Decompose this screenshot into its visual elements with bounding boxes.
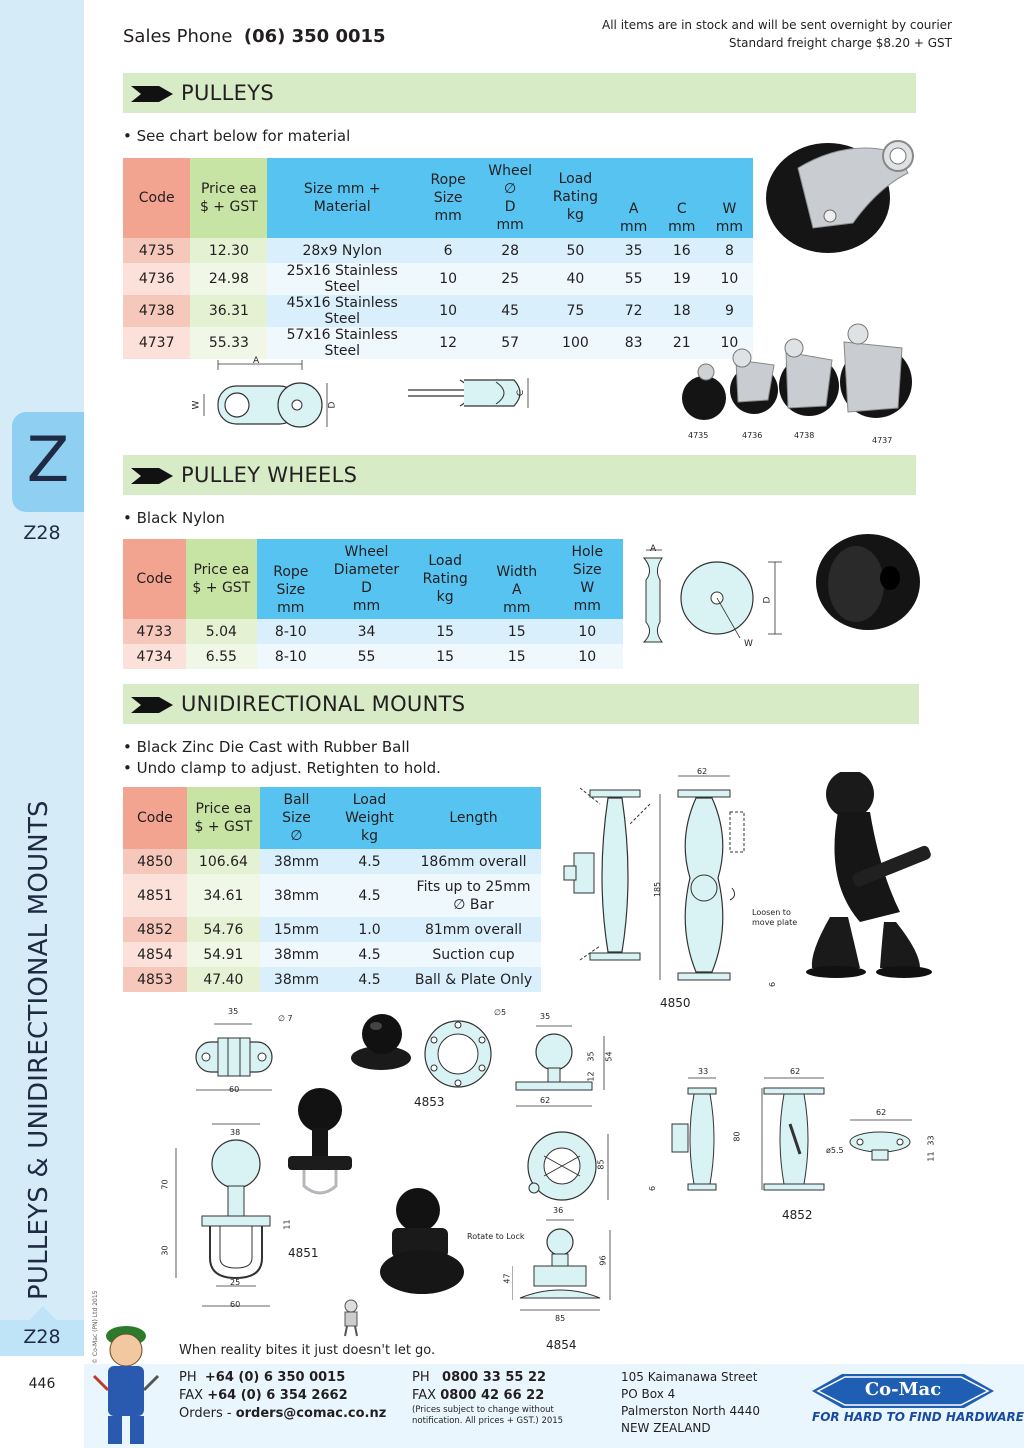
table-header-row (123, 539, 623, 619)
cell-rope: 6 (417, 238, 479, 263)
table-row (123, 967, 541, 992)
mascot-icon (90, 1320, 162, 1448)
address-line-4: NEW ZEALAND (621, 1421, 711, 1435)
pulleys-banner (123, 73, 916, 113)
mount-4851-diagram (156, 1118, 286, 1316)
copyright-note: © Co-Mac (PN) Ltd 2015 (92, 1290, 99, 1364)
cell-code: 4852 (123, 917, 187, 942)
col-code: Code (123, 158, 190, 238)
footer-section-code: Z28 (23, 1326, 61, 1348)
dim-70: 70 (160, 1179, 170, 1190)
mount-4853-plate-diagram (420, 1016, 496, 1090)
sales-phone-label: Sales Phone (123, 26, 233, 47)
price-note-1: (Prices subject to change without (412, 1405, 554, 1415)
dim-35b: 35 (540, 1012, 551, 1021)
mount-4854-photo (372, 1184, 472, 1296)
cell-length: Suction cup (406, 942, 541, 967)
label-4852: 4852 (782, 1208, 813, 1222)
cell-price: 24.98 (190, 263, 267, 295)
cell-code: 4851 (123, 874, 187, 917)
loosen-note: Loosen to move plate (752, 908, 798, 927)
col-rope: Rope Size mm (257, 539, 325, 619)
dim-33: 33 (698, 1067, 709, 1076)
dim-12: 12 (586, 1071, 596, 1082)
table-row (123, 874, 541, 917)
cell-code: 4853 (123, 967, 187, 992)
mount-4850-diagram (560, 768, 800, 998)
sales-phone-number: (06) 350 0015 (243, 26, 386, 47)
cell-c: 19 (658, 263, 706, 295)
cell-size: 45x16 Stainless Steel (267, 295, 417, 327)
rotate-note: Rotate to Lock (467, 1232, 525, 1241)
dim-85b: 85 (555, 1314, 566, 1323)
mount-4852-diagram (650, 1064, 920, 1204)
mount-4854-side-diagram (512, 1216, 622, 1316)
cell-wheel: 28 (479, 238, 541, 263)
mounts-banner (123, 684, 919, 724)
cell-price: 36.31 (190, 295, 267, 327)
table-header-row (123, 158, 753, 238)
cell-code: 4734 (123, 644, 186, 669)
dim-phi7: ∅ 7 (278, 1014, 293, 1023)
cell-rope: 10 (417, 263, 479, 295)
dim-phi5-5: ø5.5 (826, 1146, 844, 1155)
dim-60b: 60 (230, 1300, 241, 1309)
footer-freephone (412, 1369, 563, 1427)
cell-load: 75 (541, 295, 609, 327)
pulley-wheel-photo (808, 526, 924, 636)
cell-size: 28x9 Nylon (267, 238, 417, 263)
cell-price: 6.55 (186, 644, 257, 669)
footer-tagline: When reality bites it just doesn't let go. (179, 1343, 436, 1358)
col-diameter: Wheel Diameter D mm (325, 539, 409, 619)
col-load: Load Rating kg (541, 158, 609, 238)
footer-address (621, 1369, 760, 1437)
col-length: Length (406, 787, 541, 849)
address-line-1: 105 Kaimanawa Street (621, 1370, 758, 1384)
col-price: Price ea $ + GST (187, 787, 260, 849)
cell-code: 4736 (123, 263, 190, 295)
cell-length: Ball & Plate Only (406, 967, 541, 992)
section-letter: Z (26, 423, 70, 496)
cell-load: 40 (541, 263, 609, 295)
vertical-section-title: PULLEYS & UNIDIRECTIONAL MOUNTS (24, 800, 54, 1300)
fax2-number: 0800 42 66 22 (440, 1388, 545, 1403)
dim-54: 54 (604, 1051, 614, 1062)
cell-rope: 10 (417, 295, 479, 327)
mini-mascot-icon (336, 1298, 366, 1338)
dim-6b: 6 (648, 1185, 658, 1192)
cell-w: 8 (706, 238, 753, 263)
fax-number: +64 (0) 6 354 2662 (207, 1388, 348, 1403)
dim-35c: 35 (586, 1051, 596, 1062)
arrow-icon (131, 86, 173, 102)
address-line-2: PO Box 4 (621, 1387, 676, 1401)
section-code: Z28 (23, 522, 61, 544)
pulley-wheels-bullet: • Black Nylon (123, 509, 225, 527)
cell-price: 55.33 (190, 327, 267, 359)
cell-c: 18 (658, 295, 706, 327)
cell-a: 72 (610, 295, 658, 327)
cell-price: 106.64 (187, 849, 260, 874)
cell-c: 16 (658, 238, 706, 263)
fax2-label: FAX (412, 1388, 437, 1403)
cell-ball: 38mm (260, 967, 333, 992)
wheel-dim-d: D (762, 596, 773, 604)
col-code: Code (123, 787, 187, 849)
cell-hole: 10 (552, 619, 623, 644)
table-row (123, 917, 541, 942)
mount-4851-photo (284, 1086, 356, 1198)
cell-ball: 15mm (260, 917, 333, 942)
logo-slogan: FOR HARD TO FIND HARDWARE (812, 1410, 1024, 1424)
cell-rope: 8-10 (257, 644, 325, 669)
label-4850: 4850 (660, 996, 691, 1010)
col-price: Price ea $ + GST (190, 158, 267, 238)
logo-text: Co-Mac (864, 1379, 942, 1400)
cell-price: 34.61 (187, 874, 260, 917)
label-4851: 4851 (288, 1246, 319, 1260)
cell-diameter: 55 (325, 644, 409, 669)
cell-code: 4733 (123, 619, 186, 644)
pulley-wheels-title: PULLEY WHEELS (181, 463, 358, 487)
label-4854: 4854 (546, 1338, 577, 1352)
col-load: Load Weight kg (333, 787, 406, 849)
mounts-title: UNIDIRECTIONAL MOUNTS (181, 692, 466, 716)
table-row (123, 238, 753, 263)
page-number: 446 (28, 1376, 56, 1392)
sales-phone (123, 26, 386, 47)
stock-note: All items are in stock and will be sent overnight by courier (602, 18, 952, 32)
cell-code: 4737 (123, 327, 190, 359)
dim-30: 30 (160, 1245, 170, 1256)
pulley-wheels-table (123, 539, 623, 669)
ph2-label: PH (412, 1370, 430, 1385)
cell-price: 47.40 (187, 967, 260, 992)
cell-length: Fits up to 25mm ∅ Bar (406, 874, 541, 917)
dim-47: 47 (502, 1273, 512, 1284)
cell-w: 10 (706, 327, 753, 359)
mounts-table (123, 787, 541, 992)
col-wheel: Wheel ∅ D mm (479, 158, 541, 238)
orders-label: Orders - (179, 1406, 232, 1421)
photo-label-4738: 4738 (794, 431, 815, 440)
dim-185: 185 (653, 881, 663, 898)
mount-4850-photo (800, 772, 934, 982)
table-row (123, 619, 623, 644)
dim-62d: 62 (876, 1108, 887, 1117)
col-size: Size mm + Material (267, 158, 417, 238)
fax-label: FAX (179, 1388, 204, 1403)
pulley-wheel-diagram (632, 540, 792, 650)
photo-label-4737: 4737 (872, 436, 893, 445)
cell-load: 50 (541, 238, 609, 263)
cell-load: 4.5 (333, 849, 406, 874)
col-ball: Ball Size ∅ (260, 787, 333, 849)
cell-price: 12.30 (190, 238, 267, 263)
tab-pointer-icon (28, 1306, 58, 1322)
cell-load: 100 (541, 327, 609, 359)
dim-33b: 33 (926, 1135, 936, 1146)
table-row (123, 263, 753, 295)
pulley-wheels-banner (123, 455, 916, 495)
dim-25: 25 (230, 1278, 241, 1287)
cell-ball: 38mm (260, 874, 333, 917)
dim-c-label: C (516, 389, 527, 397)
ph-label: PH (179, 1370, 197, 1385)
wheel-dim-w: W (744, 639, 753, 649)
pulley-lineup-photo (676, 320, 926, 430)
arrow-icon (131, 697, 173, 713)
arrow-icon (131, 468, 173, 484)
dim-11b: 11 (926, 1151, 936, 1162)
dim-d-label: D (327, 401, 338, 409)
dim-a-label: A (253, 356, 260, 366)
photo-label-4735: 4735 (688, 431, 709, 440)
col-c: C mm (658, 158, 706, 238)
cell-width: 15 (482, 619, 552, 644)
dim-85a: 85 (596, 1159, 606, 1170)
pulleys-bullet: • See chart below for material (123, 127, 351, 145)
cell-load: 4.5 (333, 967, 406, 992)
mounts-bullet-2: • Undo clamp to adjust. Retighten to hold. (123, 759, 441, 777)
table-row (123, 644, 623, 669)
cell-w: 10 (706, 263, 753, 295)
dim-80: 80 (732, 1131, 742, 1142)
cell-load: 1.0 (333, 917, 406, 942)
cell-a: 35 (610, 238, 658, 263)
dim-62b: 62 (540, 1096, 551, 1105)
col-a: A mm (610, 158, 658, 238)
freight-note: Standard freight charge $8.20 + GST (728, 36, 952, 50)
cell-ball: 38mm (260, 849, 333, 874)
col-width: Width A mm (482, 539, 552, 619)
table-row (123, 849, 541, 874)
price-note-2: notification. All prices + GST.) 2015 (412, 1416, 564, 1426)
cell-c: 21 (658, 327, 706, 359)
dim-w-label: W (191, 400, 202, 410)
dim-35a: 35 (228, 1007, 239, 1016)
ph2-number: 0800 33 55 22 (442, 1370, 547, 1385)
cell-price: 54.91 (187, 942, 260, 967)
dim-38: 38 (230, 1128, 241, 1137)
col-hole: Hole Size W mm (552, 539, 623, 619)
cell-load: 15 (408, 619, 482, 644)
cell-wheel: 57 (479, 327, 541, 359)
cell-a: 55 (610, 263, 658, 295)
mount-4853-photo (346, 1008, 416, 1074)
cell-price: 5.04 (186, 619, 257, 644)
cell-load: 4.5 (333, 874, 406, 917)
cell-a: 83 (610, 327, 658, 359)
col-code: Code (123, 539, 186, 619)
mount-4853-side-diagram (508, 1022, 618, 1112)
cell-load: 4.5 (333, 942, 406, 967)
col-price: Price ea $ + GST (186, 539, 257, 619)
col-load: Load Rating kg (408, 539, 482, 619)
cell-size: 57x16 Stainless Steel (267, 327, 417, 359)
cell-length: 186mm overall (406, 849, 541, 874)
ph-number: +64 (0) 6 350 0015 (204, 1370, 346, 1385)
label-4853: 4853 (414, 1095, 445, 1109)
pulleys-table (123, 158, 753, 359)
pulley-top-diagram (190, 356, 350, 428)
dim-96: 96 (598, 1255, 608, 1266)
cell-rope: 8-10 (257, 619, 325, 644)
cell-code: 4850 (123, 849, 187, 874)
table-row (123, 327, 753, 359)
cell-ball: 38mm (260, 942, 333, 967)
cell-code: 4738 (123, 295, 190, 327)
dim-11: 11 (282, 1219, 292, 1230)
pulleys-title: PULLEYS (181, 81, 274, 105)
cell-diameter: 34 (325, 619, 409, 644)
cell-w: 9 (706, 295, 753, 327)
wheel-dim-a: A (650, 544, 657, 554)
cell-length: 81mm overall (406, 917, 541, 942)
cell-hole: 10 (552, 644, 623, 669)
cell-code: 4735 (123, 238, 190, 263)
pulley-photo (758, 128, 924, 258)
dim-62a: 62 (697, 767, 708, 776)
dim-6a: 6 (768, 981, 778, 988)
table-row (123, 295, 753, 327)
col-w: W mm (706, 158, 753, 238)
cell-width: 15 (482, 644, 552, 669)
address-line-3: Palmerston North 4440 (621, 1404, 761, 1418)
table-header-row (123, 787, 541, 849)
dim-62c: 62 (790, 1067, 801, 1076)
mounts-bullet-1: • Black Zinc Die Cast with Rubber Ball (123, 738, 410, 756)
cell-price: 54.76 (187, 917, 260, 942)
cell-code: 4854 (123, 942, 187, 967)
cell-size: 25x16 Stainless Steel (267, 263, 417, 295)
dim-60a: 60 (229, 1085, 240, 1094)
footer-contact (179, 1369, 386, 1423)
dim-phi5: ∅5 (494, 1008, 507, 1017)
table-row (123, 942, 541, 967)
dim-36: 36 (553, 1206, 564, 1215)
cell-wheel: 45 (479, 295, 541, 327)
cell-wheel: 25 (479, 263, 541, 295)
cell-load: 15 (408, 644, 482, 669)
shipping-notes (602, 16, 952, 52)
orders-email[interactable]: orders@comac.co.nz (235, 1406, 387, 1421)
photo-label-4736: 4736 (742, 431, 763, 440)
col-rope: Rope Size mm (417, 158, 479, 238)
cell-rope: 12 (417, 327, 479, 359)
